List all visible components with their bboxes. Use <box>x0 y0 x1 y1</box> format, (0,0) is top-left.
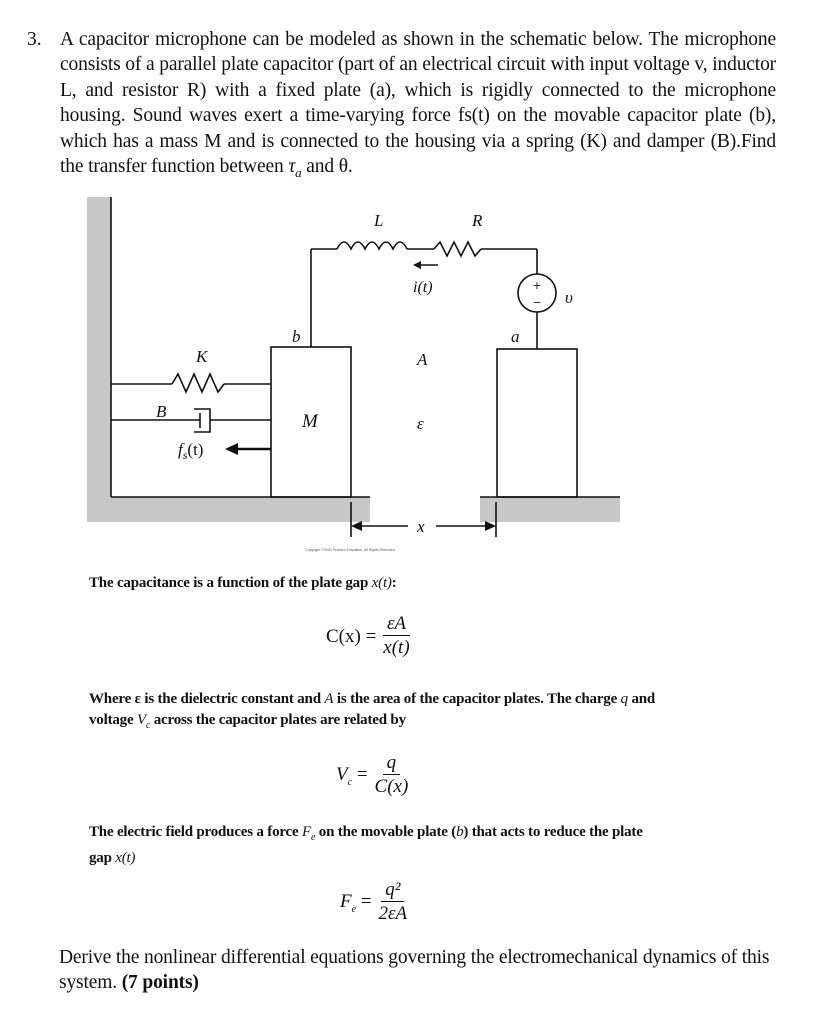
text: The electric field produces a force <box>89 824 303 840</box>
var-b: b <box>456 824 464 840</box>
eq-lhs: $F_e$ = <box>340 890 372 915</box>
label-area: A <box>417 350 428 369</box>
denominator: x(t) <box>383 637 410 658</box>
var-V: V <box>136 712 146 728</box>
fraction <box>375 880 412 925</box>
label-voltage: υ <box>565 288 573 307</box>
denominator: C(x) <box>374 776 409 797</box>
tau-subscript: a <box>295 164 302 180</box>
label-mass: M <box>302 411 318 432</box>
label-spring: K <box>196 347 208 366</box>
prompt-text: Derive the nonlinear differential equations governing the electromechanical dynamics of this system. <box>59 947 770 994</box>
var-F: F <box>302 824 311 840</box>
intro-line: A capacitor microphone can be modeled as shown in the schematic below. The <box>60 29 679 50</box>
intro-and: and <box>301 156 339 178</box>
label-permittivity: ε <box>417 414 424 433</box>
tau-symbol: τ <box>288 156 296 178</box>
text: and <box>627 691 656 707</box>
intro-line: movable capacitor plate (b), which has a mass M and is connected to the housing via a <box>60 105 776 152</box>
intro-end: . <box>347 156 353 178</box>
var-x: x(t) <box>115 850 136 866</box>
equation-voltage <box>336 753 412 798</box>
text: on the movable plate ( <box>315 824 457 840</box>
intro-line: voltage v, inductor L, and resistor R) with a fixed plate (a), which is rigidly connected <box>60 54 777 101</box>
theta-symbol: θ <box>338 156 348 178</box>
numerator: q² <box>381 880 404 902</box>
fraction <box>371 753 413 798</box>
text: Where ε is the dielectric constant and <box>89 691 325 707</box>
text: : <box>391 575 397 591</box>
where-paragraph <box>89 689 655 736</box>
label-resistor: R <box>472 211 483 230</box>
text: ) that acts to reduce the plate <box>463 824 643 840</box>
intro-line: spring (K) and damper (B).Find the transfer function between <box>60 130 776 178</box>
text: across the capacitor plates are related by <box>150 712 406 728</box>
question-prompt <box>59 945 779 996</box>
force-arrow-icon <box>225 443 238 455</box>
var-sub: e <box>311 832 316 843</box>
label-force: $f_s(t)$ <box>178 440 204 462</box>
numerator: q <box>383 753 401 775</box>
current-arrow-icon <box>413 261 421 269</box>
arrowheads <box>225 261 496 531</box>
var-A: A <box>324 691 334 707</box>
label-plate-b: b <box>292 327 301 346</box>
label-damper: B <box>156 402 167 421</box>
resistor-icon <box>434 242 481 256</box>
intro-line: to the microphone housing. Sound waves exert a time-varying force fs(t) on the <box>60 79 776 127</box>
schematic-diagram <box>80 192 620 552</box>
var-sub: c <box>145 720 151 731</box>
eq-lhs: C(x) = <box>326 625 377 647</box>
inductor-icon <box>337 242 407 249</box>
electric-field-paragraph <box>89 822 643 869</box>
denominator: 2εA <box>378 903 408 924</box>
fixed-plate-a <box>497 349 577 497</box>
microphone-schematic <box>80 192 620 567</box>
figure-copyright: Copyright ©2003 Pearson Education, All Rights Reserved <box>305 548 395 552</box>
source-minus-sign: − <box>532 294 542 310</box>
var-q: q <box>620 691 628 707</box>
equation-force <box>340 880 411 925</box>
eq-lhs: $V_c$ = <box>336 763 368 788</box>
text: is the area of the capacitor plates. The charge <box>333 691 621 707</box>
label-plate-a: a <box>511 327 520 346</box>
var-x: x(t) <box>371 575 392 591</box>
fraction <box>379 614 413 659</box>
intro-line: microphone consists of a parallel plate capacitor (part of an electrical circuit with input <box>60 29 776 76</box>
equation-capacitance <box>326 614 414 659</box>
text: voltage <box>89 712 137 728</box>
text: The capacitance is a function of the plate gap <box>89 575 372 591</box>
source-plus-sign: + <box>532 277 542 293</box>
capacitance-intro <box>89 573 397 594</box>
spring-icon <box>172 374 224 392</box>
text: gap <box>89 850 116 866</box>
problem-number: 3. <box>27 29 42 50</box>
label-inductor: L <box>374 211 384 230</box>
points-label: (7 points) <box>121 972 199 994</box>
numerator: εA <box>383 614 410 636</box>
label-current: i(t) <box>413 279 433 296</box>
problem-intro <box>60 27 776 185</box>
label-gap: x <box>417 517 425 536</box>
